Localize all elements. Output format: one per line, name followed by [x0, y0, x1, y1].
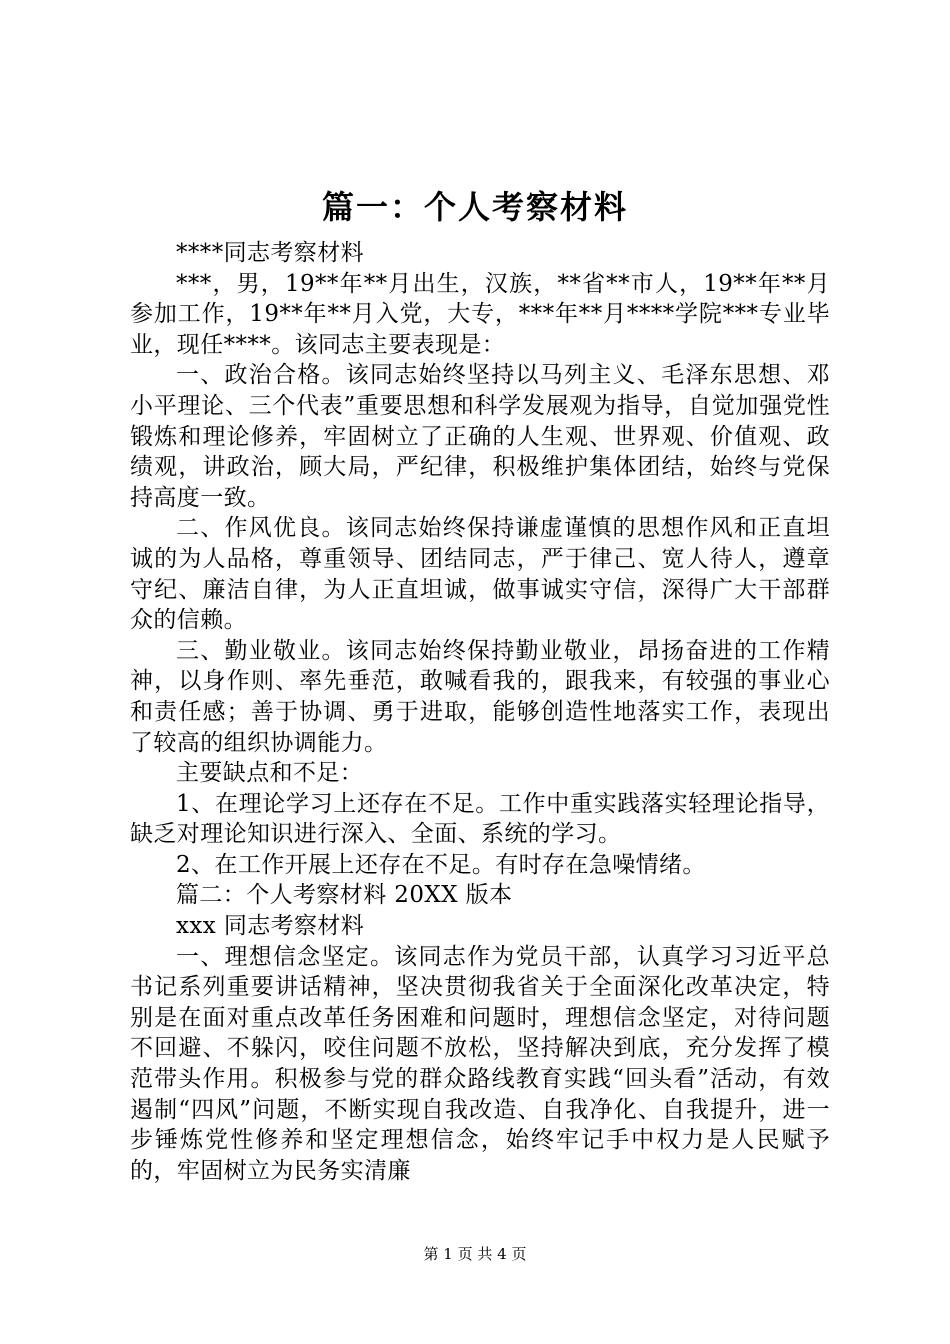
paragraph-11: 一、理想信念坚定。该同志作为党员干部，认真学习习近平总书记系列重要讲话精神，坚决贯彻我省关于全面深化改革决定，特别是在面对重点改革任务困难和问题时，理想信念坚定，对待问题不回避、不躲闪，咬住问题不放松，坚持解决到底，充分发挥了模范带头作用。积极参与党的群众路线教育实践“回头看”活动，有效遏制“四风”问题，不断实现自我改造、自我净化、自我提升，进一步锤炼党性修养和坚定理想信念，始终牢记手中权力是人民赋予的，牢固树立为民务实清廉	[130, 943, 830, 1184]
document-body	[130, 238, 830, 1186]
paragraph-5: 三、勤业敬业。该同志始终保持勤业敬业，昂扬奋进的工作精神，以身作则、率先垂范，敢喊看我的，跟我来，有较强的事业心和责任感；善于协调、勇于进取，能够创造性地落实工作，表现出了较高的组织协调能力。	[130, 637, 830, 756]
paragraph-10: xxx 同志考察材料	[176, 913, 365, 940]
paragraph-9: 篇二：个人考察材料 20XX 版本	[176, 882, 513, 909]
paragraph-4: 二、作风优良。该同志始终保持谦虚谨慎的思想作风和正直坦诚的为人品格，尊重领导、团结同志，严于律己、宽人待人，遵章守纪、廉洁自律，为人正直坦诚，做事诚实守信，深得广大干部群众的信赖。	[130, 515, 830, 634]
paragraph-6: 主要缺点和不足：	[176, 760, 364, 787]
page-number-footer: 第 1 页 共 4 页	[423, 1245, 527, 1263]
paragraph-2: ***，男，19**年**月出生，汉族，**省**市人，19**年**月参加工作，19**年**月入党，大专，***年**月****学院***专业毕业，现任****。该同志主要表现是：	[130, 270, 830, 358]
paragraph-7: 1、在理论学习上还存在不足。工作中重实践落实轻理论指导，缺乏对理论知识进行深入、全面、系统的学习。	[130, 790, 830, 848]
paragraph-8: 2、在工作开展上还存在不足。有时存在急噪情绪。	[176, 851, 706, 878]
paragraph-1: ****同志考察材料	[176, 240, 364, 266]
paragraph-3: 一、政治合格。该同志始终坚持以马列主义、毛泽东思想、邓小平理论、三个代表”重要思想和科学发展观为指导，自觉加强党性锻炼和理论修养，牢固树立了正确的人生观、世界观、价值观、政绩观，讲政治，顾大局，严纪律，积极维护集体团结，始终与党保持高度一致。	[130, 362, 830, 511]
document-title: 篇一：个人考察材料	[321, 188, 628, 226]
